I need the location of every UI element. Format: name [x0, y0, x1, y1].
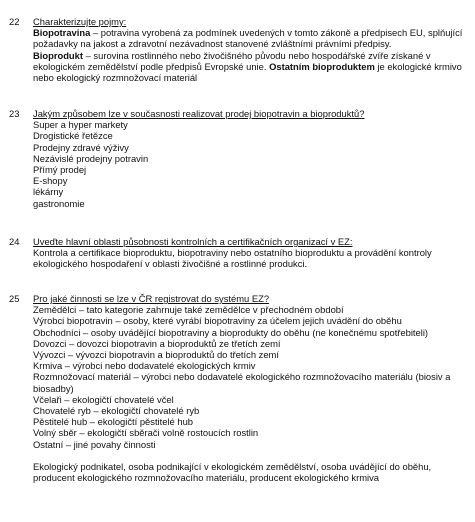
term-ostatni-bioprodukt: Ostatním bioproduktem — [269, 60, 375, 72]
answer-text: Kontrola a certifikace bioproduktu, biopotraviny nebo ostatního bioproduktu a provádění kontroly ekologického hospodaření v oblasti živočišné a rostlinné produkci. — [33, 247, 432, 270]
list-item: Dovozci – dovozci biopotravin a bioproduktů ze třetích zemí — [33, 337, 281, 349]
question-heading: Pro jaké činnosti se lze v ČR registrovat do systému EZ? — [33, 293, 270, 304]
question-body — [33, 293, 469, 483]
list-item: Prodejny zdravé výživy — [33, 141, 129, 153]
question-number: 25 — [9, 293, 20, 304]
list-item: Super a hyper markety — [33, 119, 128, 131]
list-item: Přímý prodej — [33, 164, 87, 176]
list-item: E-shopy — [33, 175, 68, 187]
list-item: Včelaři – ekologičtí chovatelé včel — [33, 393, 174, 405]
definition-text: – potravina vyrobená za podmínek uvedených v tomto zákoně a předpisech EU, splňující požadavky na jakost a zdravotní nezávadnost stanovené zvláštními právními předpisy. — [33, 27, 463, 50]
list-item: Nezávislé prodejny potravin — [33, 152, 149, 164]
list-item: Pěstitelé hub – ekologičtí pěstitelé hub — [33, 416, 194, 428]
question-body — [33, 16, 469, 83]
definition-bioprodukt — [33, 50, 469, 84]
list-item: Výrobci biopotravin – osoby, které vyrábí biopotraviny za účelem jejich uvádění do oběhu — [33, 315, 402, 327]
list-item: Obchodníci – osoby uvádějící biopotraviny a bioprodukty do oběhu (ne konečnému spotřebiteli) — [33, 326, 429, 338]
question-number: 23 — [9, 108, 20, 119]
list-item: lékárny — [33, 186, 64, 198]
list-item: Chovatelé ryb – ekologičtí chovatelé ryb — [33, 405, 200, 417]
list-item: Volný sběr – ekologičtí sběrači volně rostoucích rostlin — [33, 427, 259, 439]
list-item: gastronomie — [33, 197, 85, 209]
list-item: Drogistické řetězce — [33, 130, 113, 142]
question-heading: Charakterizujte pojmy: — [33, 16, 127, 27]
list-item: Vývozci – vývozci biopotravin a bioproduktů do třetích zemí — [33, 349, 279, 361]
definition-text: je ekologické krmivo nebo ekologický rozmnožovací materiál — [33, 60, 462, 84]
question-number: 24 — [9, 236, 20, 247]
question-heading: Jakým způsobem lze v současnosti realizovat prodej biopotravin a bioproduktů? — [33, 108, 365, 119]
spacer — [33, 450, 469, 461]
term-bioprodukt: Bioprodukt — [33, 49, 83, 61]
list-item: Rozmnožovací materiál – výrobci nebo dodavatelé ekologického rozmnožovacího materiálu (biosiv a biosadby) — [33, 371, 451, 394]
question-body — [33, 236, 469, 270]
question-number: 22 — [9, 16, 20, 27]
list-item: Krmiva – výrobci nebo dodavatelé ekologických krmiv — [33, 360, 256, 372]
definition-biopotravina — [33, 27, 469, 49]
definition-text: – surovina rostlinného nebo živočišného původu nebo hospodářské zvíře získané v ekologickém zemědělství podle předpisů Evropské unie. — [33, 49, 431, 72]
list-item: Zemědělci – tato kategorie zahrnuje také zemědělce v přechodném období — [33, 304, 344, 316]
question-heading: Uveďte hlavní oblasti působnosti kontrolních a certifikačních organizací v EZ: — [33, 236, 353, 247]
list-item: Ostatní – jiné povahy činnosti — [33, 438, 156, 450]
question-body — [33, 108, 469, 209]
term-biopotravina: Biopotravina — [33, 27, 91, 39]
summary-paragraph: Ekologický podnikatel, osoba podnikající v ekologickém zemědělství, osoba uvádějící do oběhu, producent ekologického rozmnožovacího materiálu, producent ekologického krmiva — [33, 460, 432, 484]
